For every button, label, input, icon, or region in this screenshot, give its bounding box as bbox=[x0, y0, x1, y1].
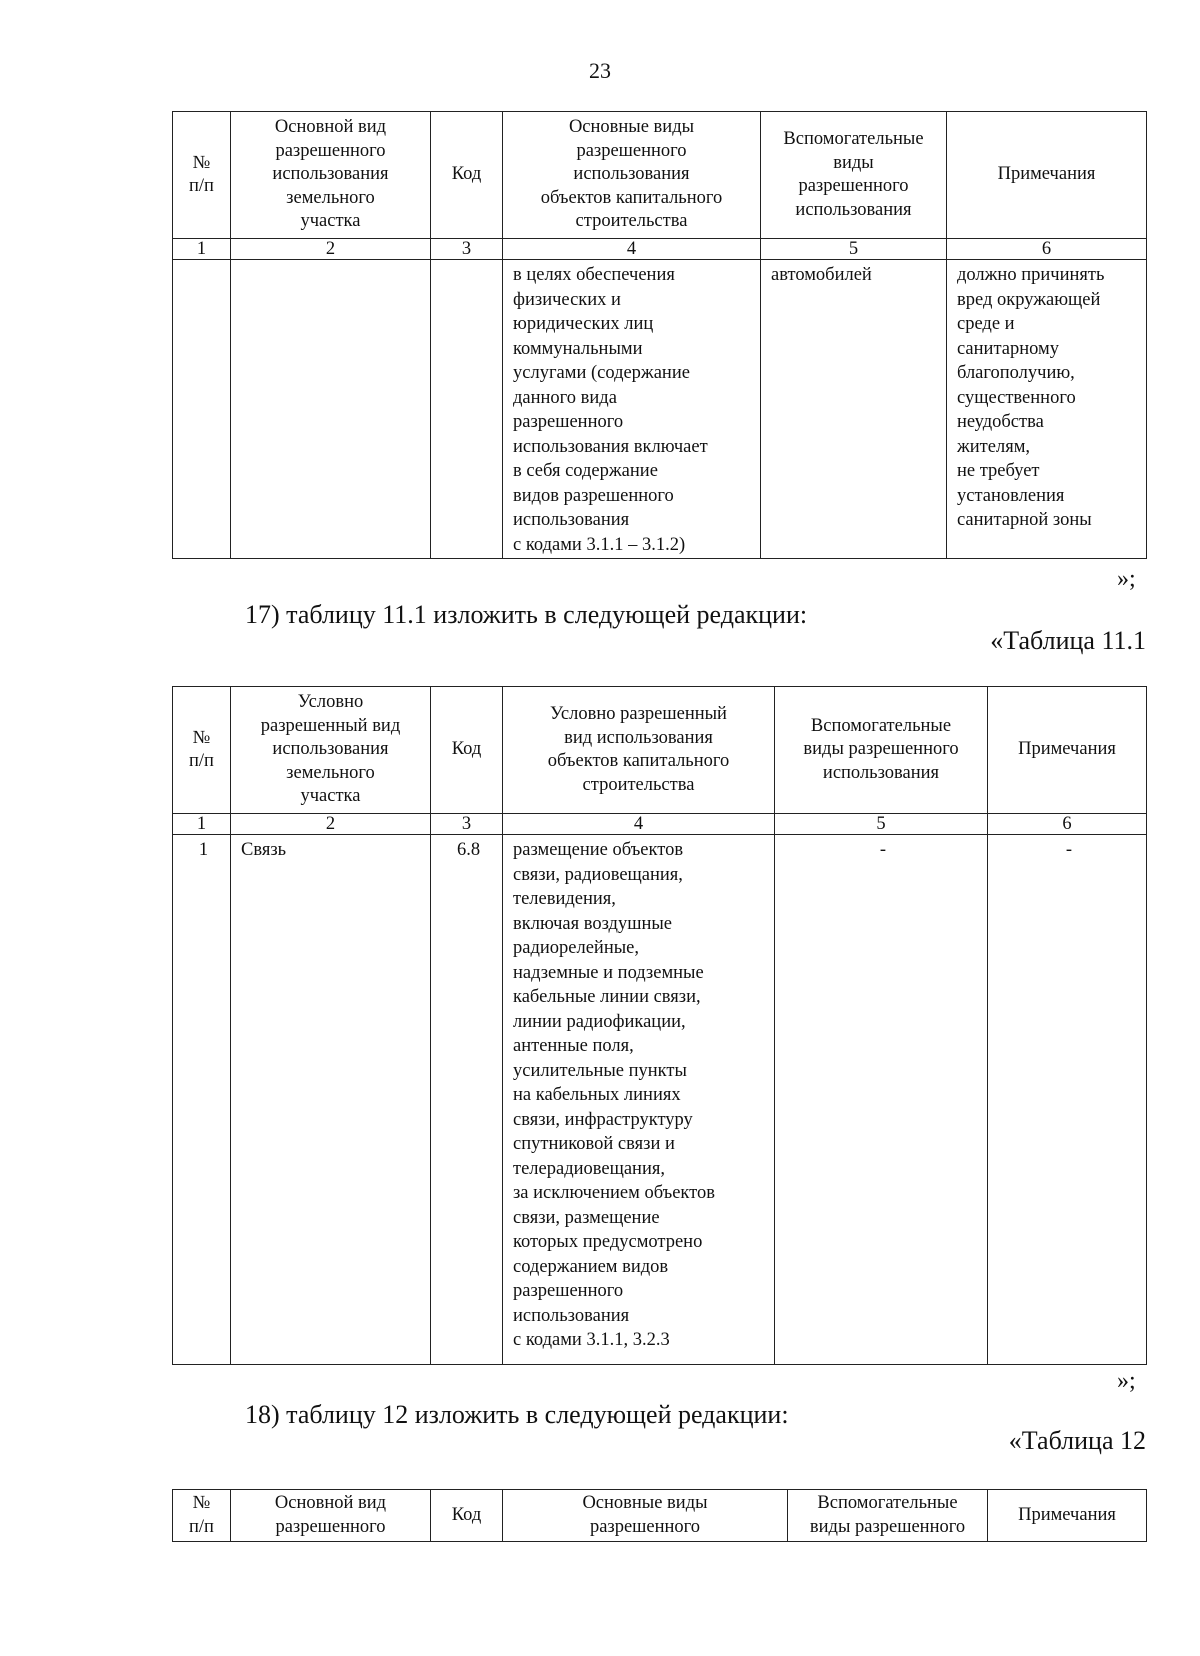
table-12 bbox=[172, 1489, 1147, 1542]
header-auxiliary-uses: Вспомогательные виды разрешенного использования bbox=[775, 687, 988, 814]
column-number: 4 bbox=[503, 814, 775, 835]
column-number: 4 bbox=[503, 239, 761, 260]
table-header-row bbox=[173, 1490, 1147, 1542]
column-number: 2 bbox=[231, 814, 431, 835]
table-header-row bbox=[173, 687, 1147, 814]
header-auxiliary-uses: Вспомогательные виды разрешенного использования bbox=[761, 112, 947, 239]
table-caption-11-1: «Таблица 11.1 bbox=[990, 626, 1146, 655]
header-number: № п/п bbox=[173, 112, 231, 239]
column-number: 5 bbox=[761, 239, 947, 260]
header-notes: Примечания bbox=[947, 112, 1147, 239]
header-main-uses: Основные виды разрешенного bbox=[503, 1490, 788, 1542]
cell-conditional-use-type: Связь bbox=[231, 835, 431, 1365]
amendment-item-18: 18) таблицу 12 изложить в следующей редакции: bbox=[245, 1400, 789, 1429]
cell-number: 1 bbox=[173, 835, 231, 1365]
cell-conditional-use: размещение объектов связи, радиовещания, телевидения, включая воздушные радиорелейные, надземные и подземные кабельные линии связи, линии радиофикации, антенные поля, усилительные пункты на кабельных линиях связи, инфраструктуру спутниковой связи и телерадиовещания, за исключением объектов связи, размещение которых предусмотрено содержанием видов разрешенного использования с кодами 3.1.1, 3.2.3 bbox=[503, 835, 775, 1365]
header-main-uses: Основные виды разрешенного использования объектов капитального строительства bbox=[503, 112, 761, 239]
header-notes: Примечания bbox=[988, 687, 1147, 814]
table-row bbox=[173, 260, 1147, 559]
column-number: 6 bbox=[947, 239, 1147, 260]
header-land-use-type: Основной вид разрешенного использования земельного участка bbox=[231, 112, 431, 239]
header-number: № п/п bbox=[173, 1490, 231, 1542]
column-number: 3 bbox=[431, 814, 503, 835]
header-conditional-use: Условно разрешенный вид использования объектов капитального строительства bbox=[503, 687, 775, 814]
amendment-item-17: 17) таблицу 11.1 изложить в следующей редакции: bbox=[245, 600, 808, 629]
cell-main-uses: в целях обеспечения физических и юридических лиц коммунальными услугами (содержание данного вида разрешенного использования включает в себя содержание видов разрешенного использования с кодами 3.1.1 – 3.1.2) bbox=[503, 260, 761, 559]
column-number: 1 bbox=[173, 814, 231, 835]
cell-notes: - bbox=[988, 835, 1147, 1365]
cell-land-use-type bbox=[231, 260, 431, 559]
header-code: Код bbox=[431, 112, 503, 239]
header-code: Код bbox=[431, 687, 503, 814]
cell-code bbox=[431, 260, 503, 559]
cell-auxiliary-uses: - bbox=[775, 835, 988, 1365]
column-number-row bbox=[173, 814, 1147, 835]
column-number-row bbox=[173, 239, 1147, 260]
column-number: 5 bbox=[775, 814, 988, 835]
table-caption-12: «Таблица 12 bbox=[1008, 1426, 1146, 1455]
header-code: Код bbox=[431, 1490, 503, 1542]
header-land-use-type: Основной вид разрешенного bbox=[231, 1490, 431, 1542]
cell-notes: должно причинять вред окружающей среде и санитарному благополучию, существенного неудобства жителям, не требует установления санитарной зоны bbox=[947, 260, 1147, 559]
column-number: 2 bbox=[231, 239, 431, 260]
table-11-1 bbox=[172, 686, 1147, 1365]
header-auxiliary-uses: Вспомогательные виды разрешенного bbox=[788, 1490, 988, 1542]
cell-auxiliary-uses: автомобилей bbox=[761, 260, 947, 559]
header-number: № п/п bbox=[173, 687, 231, 814]
column-number: 6 bbox=[988, 814, 1147, 835]
header-notes: Примечания bbox=[988, 1490, 1147, 1542]
header-conditional-use-type: Условно разрешенный вид использования земельного участка bbox=[231, 687, 431, 814]
cell-code: 6.8 bbox=[431, 835, 503, 1365]
column-number: 1 bbox=[173, 239, 231, 260]
column-number: 3 bbox=[431, 239, 503, 260]
page-number: 23 bbox=[589, 58, 611, 83]
table-row bbox=[173, 835, 1147, 1365]
table-1 bbox=[172, 111, 1147, 559]
closing-quote: »; bbox=[1117, 566, 1136, 592]
closing-quote: »; bbox=[1117, 1368, 1136, 1394]
table-header-row bbox=[173, 112, 1147, 239]
cell-number bbox=[173, 260, 231, 559]
